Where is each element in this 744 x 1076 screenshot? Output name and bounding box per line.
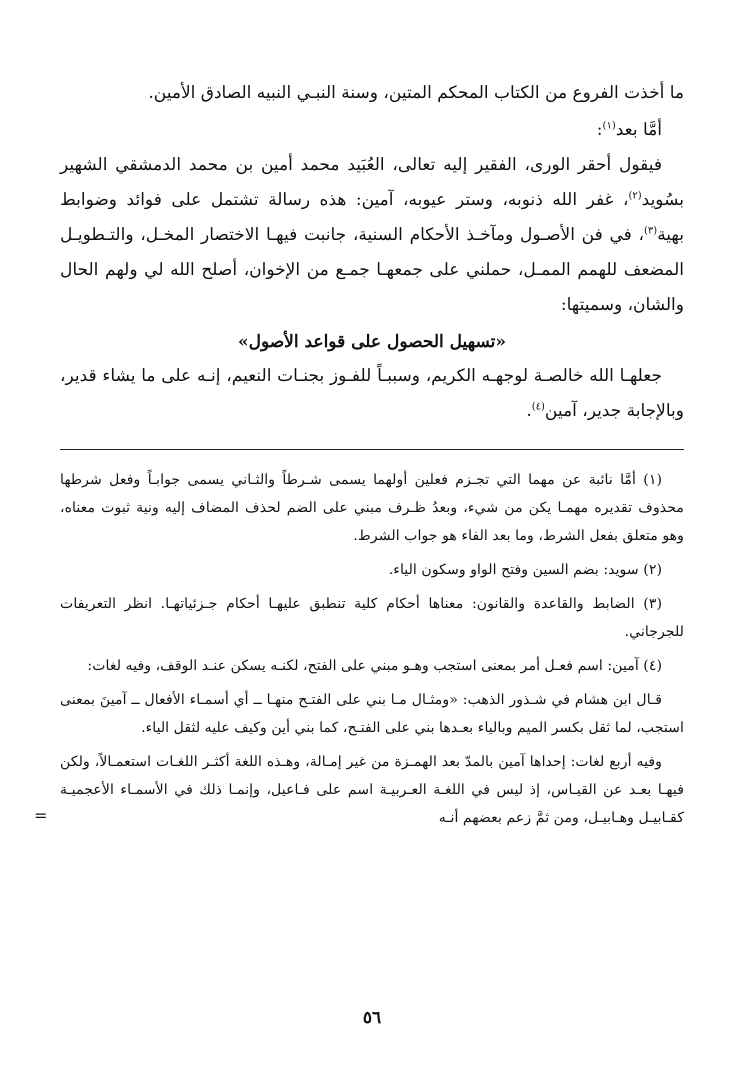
footnote-3: (٣) الضابط والقاعدة والقانون: معناها أحكام كلية تنطبق عليهـا أحكام جـزئياتهـا. انظر التعريفات للجرجاني.	[60, 596, 684, 640]
para2-text: جعلهـا الله خالصـة لوجهـه الكريم، وسببـاً للفـوز بجنـات النعيم، إنـه على ما يشاء قدير، وبالإجابة جدير، آمين	[60, 366, 684, 421]
para1-part-a: فيقول أحقر الورى، الفقير إليه تعالى، العُبَيد محمد أمين بن محمد الدمشقي الشهير بسُويد	[60, 155, 684, 210]
footnote-2: (٢) سويد: بضم السين وفتح الواو وسكون الياء.	[388, 562, 662, 578]
main-text	[60, 76, 684, 429]
main-paragraph-2	[60, 359, 684, 429]
book-title: «تسهيل الحصول على قواعد الأصول»	[237, 332, 507, 352]
page-number: ٥٦	[362, 1008, 382, 1028]
amma-text: أمَّا بعد	[615, 120, 662, 140]
footnote-ref-2[interactable]: (٢)	[628, 190, 642, 202]
amma-colon: :	[596, 120, 603, 140]
para2-end: .	[526, 401, 532, 421]
page	[34, 76, 684, 1036]
main-line-1-text: ما أخذت الفروع من الكتاب المحكم المتين، وسنة النبـي النبيه الصادق الأمين.	[148, 83, 684, 103]
footnote-ref-4[interactable]: (٤)	[531, 401, 545, 413]
main-paragraph-1	[60, 148, 684, 323]
footnotes	[34, 466, 684, 832]
footnote-ref-1[interactable]: (١)	[602, 120, 616, 132]
footnote-1: (١) أمَّا نائبة عن مهما التي تجـزم فعلين أولهما يسمى شـرطاً والثـاني يسمى جوابـاً وفعل شرطها محذوف تقديره مهمـا يكن من شيء، وبعدُ ظـرف مبني على الضم لحذف المضاف إليه ونية ثبوت معناه، وهو متعلق بفعل الشرط، وما بعد الفاء هو جواب الشرط.	[60, 472, 684, 544]
amma-line	[60, 113, 684, 148]
para1-part-c: ، في فن الأصـول ومآخـذ الأحكام السنية، جانبت فيهـا الاختصار المخـل، والتـطويـل المضعف للهمم الممـل، حملني على جمعهـا جمـع من الإخوان، أصلح الله لي ولهم الحال والشان، وسميتها:	[60, 225, 684, 315]
continuation-mark: =	[34, 806, 48, 825]
footnote-4-quote: قـال ابن هشام في شـذور الذهب: «ومثـال مـا بني على الفتـح منهـا ــ أي أسمـاء الأفعال ــ آمينَ بمعنى استجب، لما ثقل بكسر الميم وبالياء بعـدها بني على الفتـح، كما بني أين وكيف عليه لثقل الياء.	[60, 692, 684, 736]
footnote-4-lughat-text: وفيه أربع لغات: إحداها آمين بالمدّ بعد الهمـزة من غير إمـالة، وهـذه اللغة أكثـر اللغـات استعمـالاً، ولكن فيهـا بعـد عن القيـاس، إذ ليس في اللغـة العـربيـة اسم على فـاعيل، وإنمـا ذلك في الأسمـاء الأعجميـة كقـابيـل وهـابيـل، ومن ثمَّ زعم بعضهم أنـه	[60, 754, 684, 826]
footnote-ref-3[interactable]: (٣)	[644, 225, 658, 237]
para1-part-b: ، غفر الله ذنوبه، وستر عيوبه، آمين: هذه رسالة تشتمل على فوائد وضوابط بهية	[60, 190, 684, 245]
main-line-1	[60, 76, 684, 111]
footnote-4-lughat	[34, 748, 684, 832]
footnote-divider	[60, 449, 684, 450]
footnote-4: (٤) آمين: اسم فعـل أمر بمعنى استجب وهـو مبني على الفتح، لكنـه يسكن عنـد الوقف، وفيه لغات:	[87, 658, 662, 674]
